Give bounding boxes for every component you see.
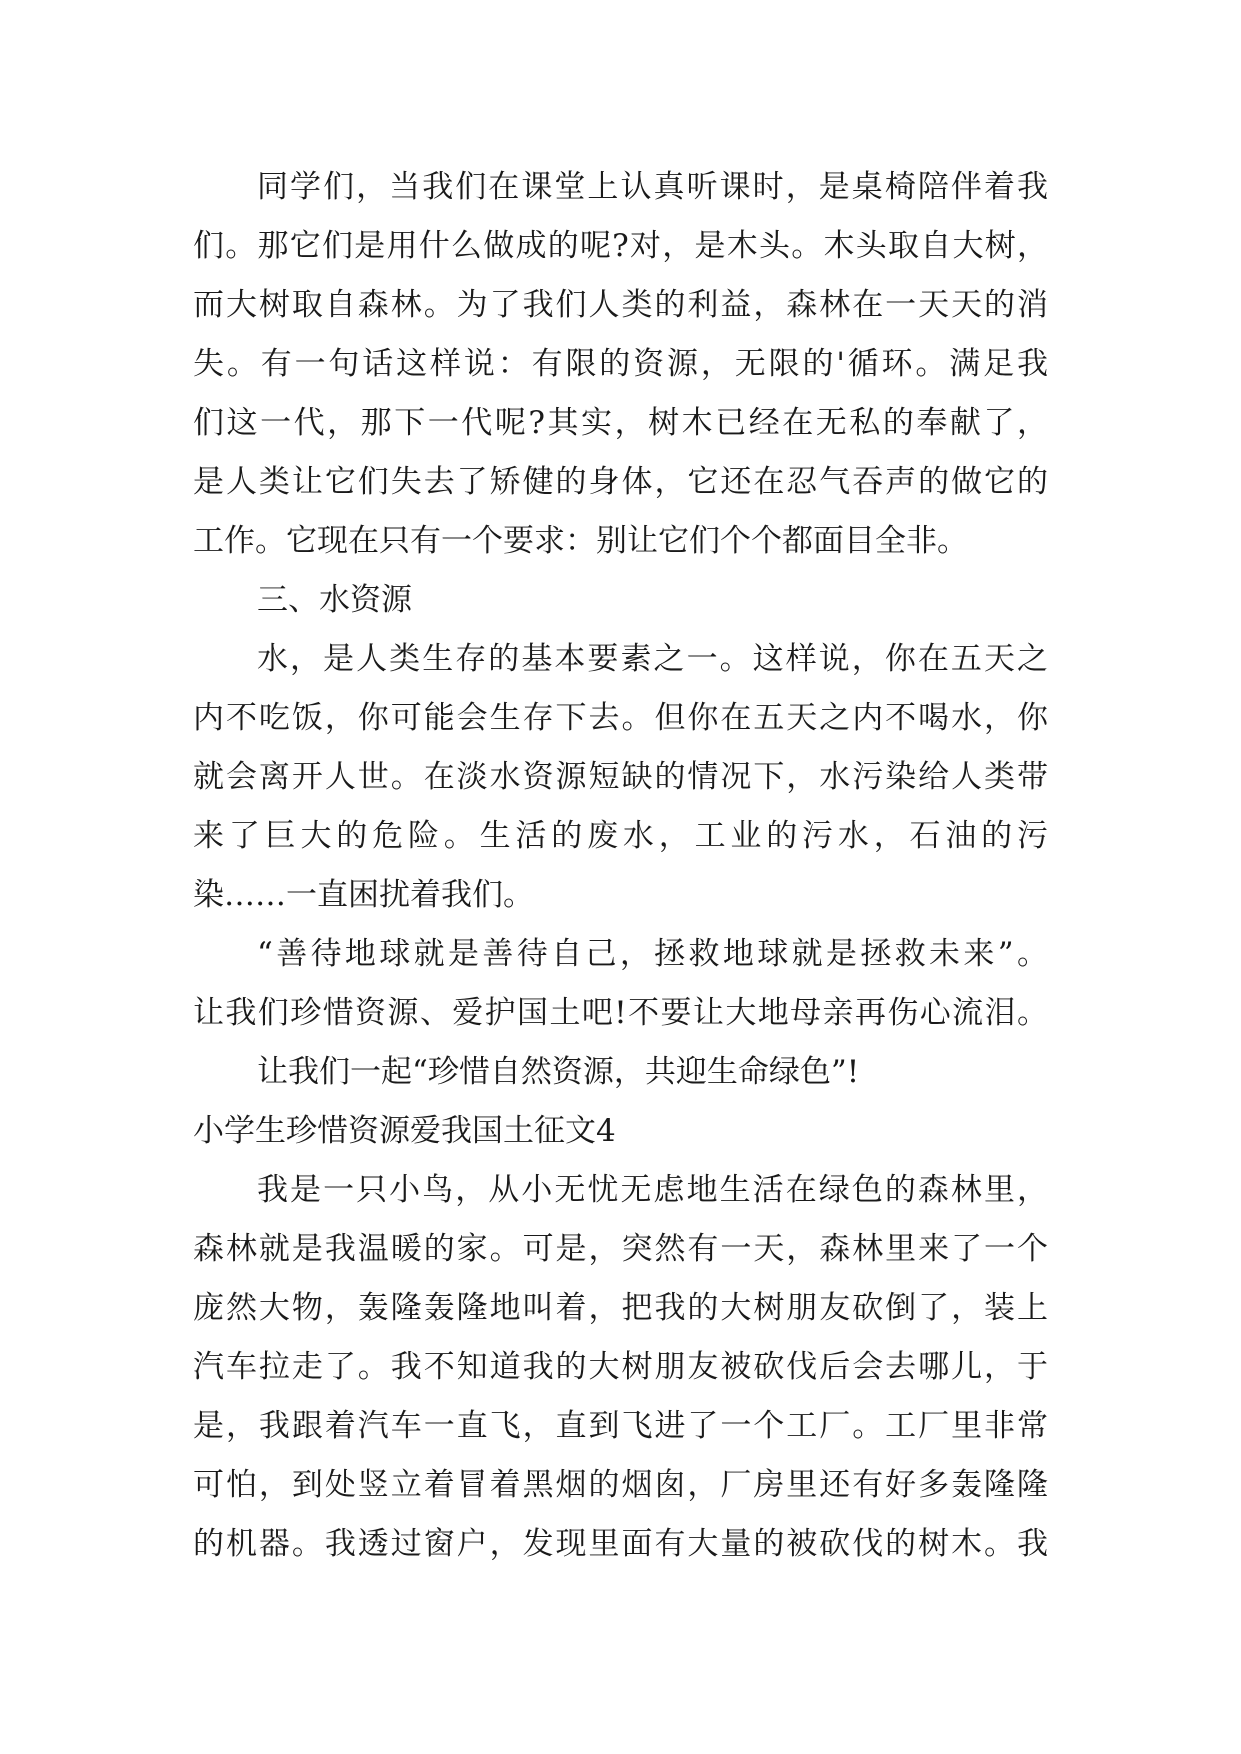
paragraph-line: 们这一代，那下一代呢?其实，树木已经在无私的奉献了， [193,405,1048,441]
paragraph-line: 的机器。我透过窗户，发现里面有大量的被砍伐的树木。我 [193,1526,1048,1562]
section-heading: 三、水资源 [257,582,412,618]
paragraph-line: 水，是人类生存的基本要素之一。这样说，你在五天之 [257,641,1048,677]
paragraph-line: 让我们珍惜资源、爱护国土吧!不要让大地母亲再伤心流泪。 [193,995,1048,1031]
article-title: 小学生珍惜资源爱我国土征文4 [193,1113,616,1149]
paragraph-line: 是人类让它们失去了矫健的身体，它还在忍气吞声的做它的 [193,464,1048,500]
paragraph-line: 工作。它现在只有一个要求：别让它们个个都面目全非。 [193,523,968,559]
paragraph-line: 是，我跟着汽车一直飞，直到飞进了一个工厂。工厂里非常 [193,1408,1048,1444]
paragraph-line: 内不吃饭，你可能会生存下去。但你在五天之内不喝水，你 [193,700,1048,736]
paragraph-line: 森林就是我温暖的家。可是，突然有一天，森林里来了一个 [193,1231,1048,1267]
paragraph-line: 就会离开人世。在淡水资源短缺的情况下，水污染给人类带 [193,759,1048,795]
paragraph-line: 来了巨大的危险。生活的废水，工业的污水，石油的污 [193,818,1048,854]
paragraph-line: 让我们一起“珍惜自然资源，共迎生命绿色”! [257,1054,860,1090]
paragraph-line: 染……一直困扰着我们。 [193,877,534,913]
paragraph-line: 们。那它们是用什么做成的呢?对，是木头。木头取自大树， [193,228,1048,264]
paragraph-line: 可怕，到处竖立着冒着黑烟的烟囱，厂房里还有好多轰隆隆 [193,1467,1048,1503]
paragraph-line: 失。有一句话这样说：有限的资源，无限的'循环。满足我 [193,346,1048,382]
paragraph-line: “善待地球就是善待自己，拯救地球就是拯救未来”。 [257,936,1048,972]
paragraph-line: 而大树取自森林。为了我们人类的利益，森林在一天天的消 [193,287,1048,323]
paragraph-line: 我是一只小鸟，从小无忧无虑地生活在绿色的森林里， [257,1172,1048,1208]
paragraph-line: 同学们，当我们在课堂上认真听课时，是桌椅陪伴着我 [257,169,1048,205]
paragraph-line: 汽车拉走了。我不知道我的大树朋友被砍伐后会去哪儿，于 [193,1349,1048,1385]
paragraph-line: 庞然大物，轰隆轰隆地叫着，把我的大树朋友砍倒了，装上 [193,1290,1048,1326]
